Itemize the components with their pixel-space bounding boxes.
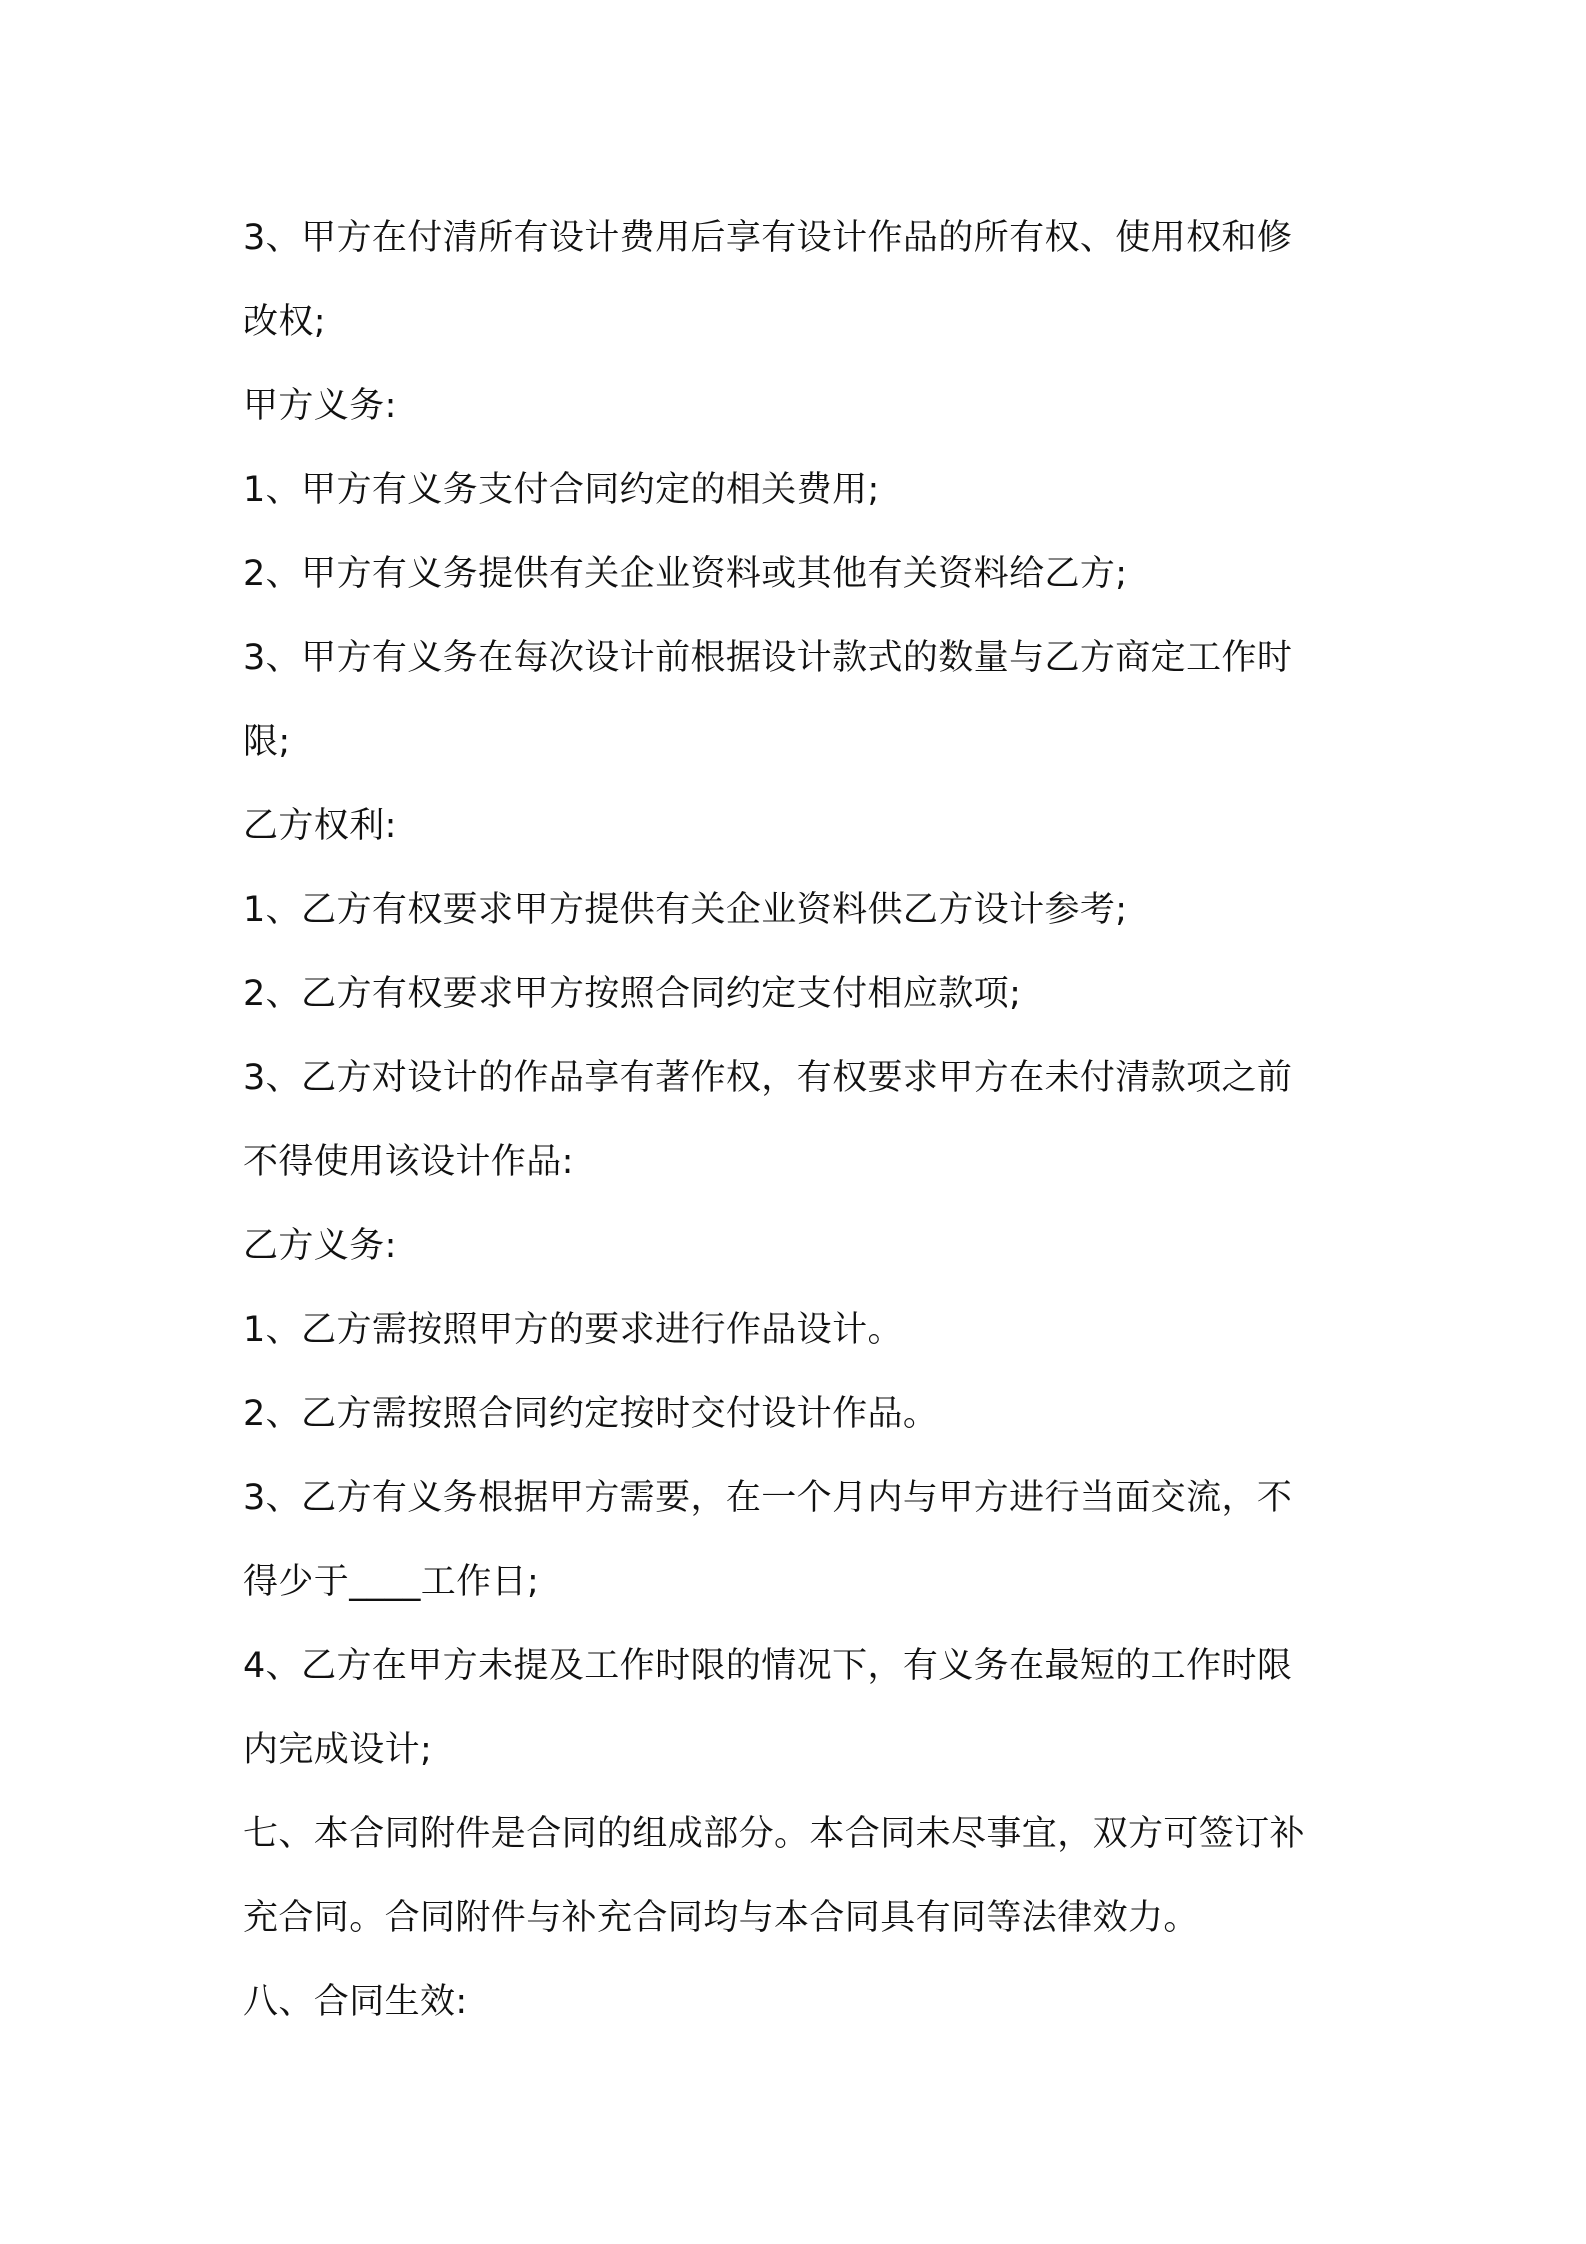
text-line: 2、甲方有义务提供有关企业资料或其他有关资料给乙方;: [243, 554, 1128, 594]
text-line: 3、甲方在付清所有设计费用后享有设计作品的所有权、使用权和修: [243, 218, 1293, 258]
text-line: 1、甲方有义务支付合同约定的相关费用;: [243, 470, 880, 510]
text-line: 4、乙方在甲方未提及工作时限的情况下，有义务在最短的工作时限: [243, 1646, 1293, 1686]
section-heading: 乙方权利:: [243, 806, 397, 846]
document-body: [243, 196, 1361, 2044]
text-line: 充合同。合同附件与补充合同均与本合同具有同等法律效力。: [243, 1898, 1199, 1938]
text-line: 限;: [243, 722, 291, 762]
text-line: 3、甲方有义务在每次设计前根据设计款式的数量与乙方商定工作时: [243, 638, 1293, 678]
text-line: 1、乙方需按照甲方的要求进行作品设计。: [243, 1310, 903, 1350]
text-line: 改权;: [243, 302, 326, 342]
text-line: 2、乙方有权要求甲方按照合同约定支付相应款项;: [243, 974, 1022, 1014]
text-line: 内完成设计;: [243, 1730, 433, 1770]
section-heading: 乙方义务:: [243, 1226, 397, 1266]
text-line: 3、乙方对设计的作品享有著作权，有权要求甲方在未付清款项之前: [243, 1058, 1293, 1098]
text-line: 1、乙方有权要求甲方提供有关企业资料供乙方设计参考;: [243, 890, 1128, 930]
text-line: 2、乙方需按照合同约定按时交付设计作品。: [243, 1394, 939, 1434]
text-line: 不得使用该设计作品:: [243, 1142, 574, 1182]
section-heading: 八、合同生效:: [243, 1982, 468, 2022]
text-line: 3、乙方有义务根据甲方需要，在一个月内与甲方进行当面交流，不: [243, 1478, 1293, 1518]
text-line: 得少于____工作日;: [243, 1562, 540, 1602]
text-line: 七、本合同附件是合同的组成部分。本合同未尽事宜，双方可签订补: [243, 1814, 1306, 1854]
section-heading: 甲方义务:: [243, 386, 397, 426]
